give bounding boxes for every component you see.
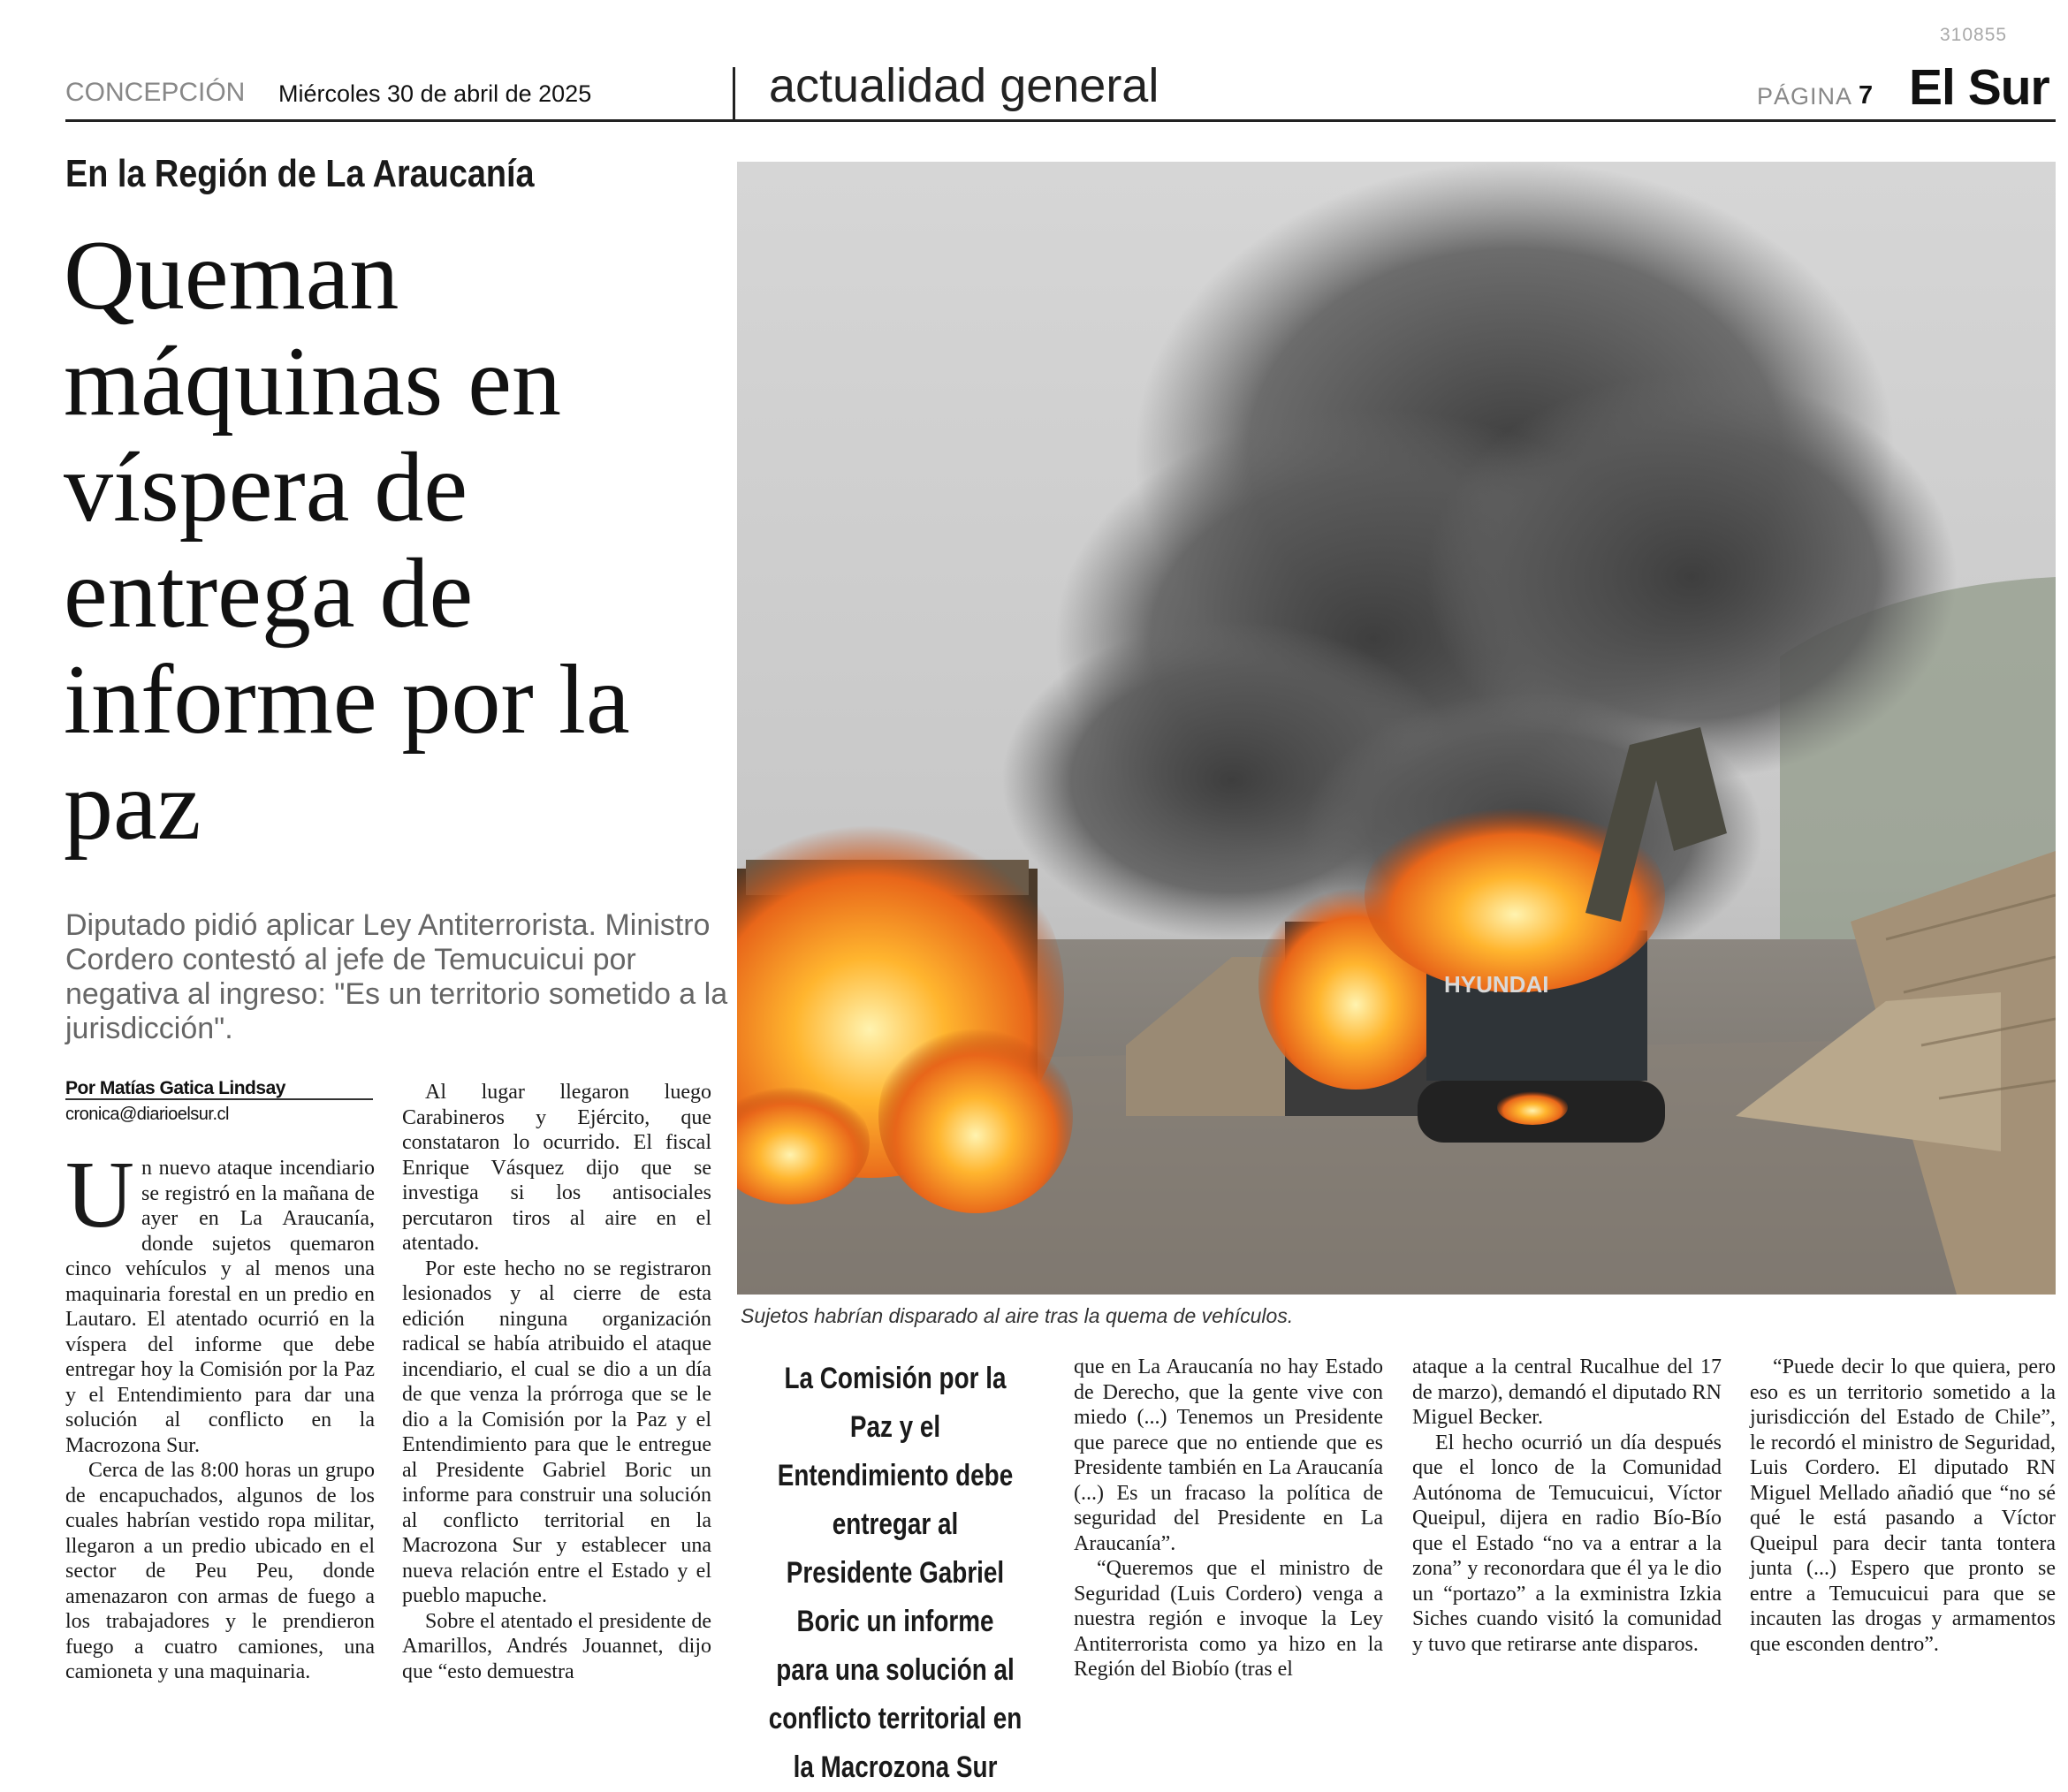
body-column-2 bbox=[402, 1080, 711, 1684]
body-paragraph: Por este hecho no se registraron lesionados y al cierre de esta edición ninguna organización radical se había atribuido el ataque incendiario, el cual se dio a un día de que venza la prórroga que se le dio a la Comisión por la Paz y el Entendimiento para que le entregue al Presidente Gabriel Boric un informe para construir una solución al conflicto territorial en la Macrozona Sur y establecer una nueva relación entre el Estado y el pueblo mapuche. bbox=[402, 1257, 711, 1607]
byline: Por Matías Gatica Lindsay bbox=[65, 1078, 285, 1098]
edition-date: Miércoles 30 de abril de 2025 bbox=[278, 80, 592, 107]
header-rule bbox=[65, 119, 2056, 122]
body-paragraph: Al lugar llegaron luego Carabineros y Ejército, que constataron lo ocurrido. El fiscal Enrique Vásquez dijo que se investiga si los antisociales percutaron tiros al aire en el atentado. bbox=[402, 1081, 711, 1255]
body-column-4 bbox=[1412, 1355, 1722, 1657]
burning-machinery-illustration bbox=[737, 162, 2056, 1295]
fire-photo bbox=[737, 162, 2056, 1295]
byline-email: cronica@diarioelsur.cl bbox=[65, 1105, 229, 1124]
photo-caption: Sujetos habrían disparado al aire tras la quema de vehículos. bbox=[741, 1304, 1294, 1327]
archive-code: 310855 bbox=[1940, 25, 2008, 45]
section-title: actualidad general bbox=[769, 59, 1159, 112]
pull-quote: La Comisión por la Paz y el Entendimiento debe entregar al Presidente Gabriel Boric un informe para una solución al conflicto territorial en la Macrozona Sur bbox=[768, 1362, 1023, 1784]
page-number: 7 bbox=[1859, 81, 1874, 110]
byline-rule bbox=[65, 1098, 373, 1100]
page-label: PÁGINA bbox=[1757, 83, 1853, 110]
body-column-3 bbox=[1074, 1355, 1383, 1682]
article-deck: Diputado pidió aplicar Ley Antiterrorista. Ministro Cordero contestó al jefe de Temucuicui por negativa al ingreso: "Es un territorio sometido a la jurisdicción". bbox=[65, 908, 728, 1045]
body-paragraph: “Puede decir lo que quiera, pero eso es un territorio sometido a la jurisdicción del Estado de Chile”, le recordó el ministro de Seguridad, Luis Cordero. El diputado RN Miguel Mellado añadió que “no sé qué le está pasando a Víctor Queipul para decir tanta tontera junta (...) Espero que pronto se entre a Temucuicui para que se incauten las drogas y armamentos que esconden dentro”. bbox=[1750, 1355, 2056, 1656]
body-column-1 bbox=[65, 1143, 375, 1685]
body-column-5 bbox=[1750, 1355, 2056, 1657]
drop-cap: U bbox=[65, 1143, 134, 1248]
body-paragraph: El hecho ocurrió un día después que el lonco de la Comunidad Autónoma de Temucuicui, Víctor Queipul, dijera en radio Bío-Bío que el Estado “no va a entrar a la zona” y reconordara que él ya le dio un “portazo” a la exministra Izkia Siches cuando visitó la comunidad y tuvo que retirarse ante disparos. bbox=[1412, 1431, 1722, 1656]
edition-city: CONCEPCIÓN bbox=[65, 78, 246, 107]
paragraph-text: n nuevo ataque incendiario se registró en la mañana de ayer en La Araucanía, donde sujetos quemaron cinco vehículos y al menos una maquinaria forestal en un predio en Lautaro. El atentado ocurrió en la víspera del informe que debe entregar hoy la Comisión por la Paz y el Entendimiento para dar una solución al conflicto en la Macrozona Sur. bbox=[65, 1157, 375, 1457]
newspaper-logo: El Sur bbox=[1909, 59, 2049, 116]
excavator-brand-text: HYUNDAI bbox=[1444, 971, 1549, 998]
body-paragraph: “Queremos que el ministro de Seguridad (Luis Cordero) venga a nuestra región e invoque la Ley Antiterrorista como ya hizo en la Región del Biobío (tras el bbox=[1074, 1557, 1383, 1681]
article-headline: Queman máquinas en víspera de entrega de informe por la paz bbox=[64, 221, 630, 861]
header-divider bbox=[733, 67, 735, 122]
body-paragraph: que en La Araucanía no hay Estado de Derecho, que la gente vive con miedo (...) Tenemos un Presidente que parece que no entiende que es Presidente también en La Araucanía (...) Es un fracaso la política de seguridad del Presidente en La Araucanía”. bbox=[1074, 1355, 1383, 1555]
body-paragraph: Cerca de las 8:00 horas un grupo de encapuchados, algunos de los cuales habrían vestido ropa militar, llegaron a un predio ubicado en el sector de Peu Peu, donde amenazaron con armas de fuego a los trabajadores y le prendieron fuego a cuatro camiones, una camioneta y una maquinaria. bbox=[65, 1459, 375, 1683]
body-paragraph bbox=[65, 1143, 375, 1458]
body-paragraph: ataque a la central Rucalhue del 17 de marzo), demandó el diputado RN Miguel Becker. bbox=[1412, 1355, 1722, 1429]
article-kicker: En la Región de La Araucanía bbox=[65, 152, 535, 195]
body-paragraph: Sobre el atentado el presidente de Amarillos, Andrés Jouannet, dijo que “esto demuestra bbox=[402, 1609, 711, 1683]
